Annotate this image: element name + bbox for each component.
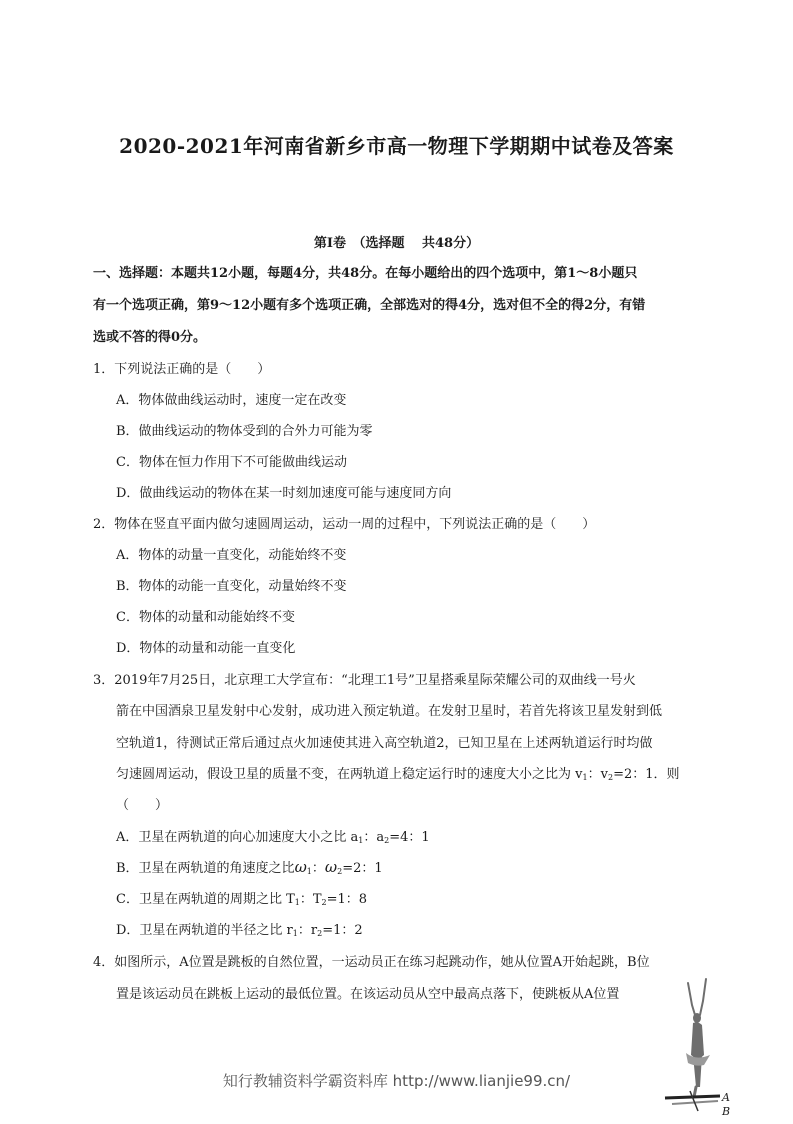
label-position-a: A [722,1091,730,1104]
q3-stem-line-1: 3．2019年7月25日，北京理工大学宣布：“北理工1号”卫星搭乘星际荣耀公司的双曲线一号火 [93,673,636,688]
q1-option-d: D．做曲线运动的物体在某一时刻加速度可能与速度同方向 [116,486,452,501]
q2-option-a: A．物体的动量一直变化，动能始终不变 [116,548,347,563]
q3-stem-line-4-text: 匀速圆周运动，假设卫星的质量不变，在两轨道上稳定运行时的速度大小之比为 [116,767,572,782]
document-title: 2020-2021年河南省新乡市高一物理下学期期中试卷及答案 [119,134,674,158]
q3-stem-line-4 [116,763,680,782]
instructions-line-1: 一、选择题：本题共12小题，每题4分，共48分。在每小题给出的四个选项中，第1～8小题只 [93,266,638,281]
q2-option-b: B．物体的动能一直变化，动量始终不变 [116,579,347,594]
q2-option-c: C．物体的动量和动能始终不变 [116,610,295,625]
footer-watermark: 知行教辅资料学霸资料库 http://www.lianjie99.cn/ [222,1072,571,1090]
q2-option-d: D．物体的动量和动能一直变化 [116,641,296,656]
q3-option-d: D．卫星在两轨道的半径之比 $r_1$：$r_2=1$：2 [116,923,363,938]
q3-option-a: A．卫星在两轨道的向心加速度大小之比 $a_1$：$a_2=4$：1 [116,830,430,845]
q3-answer-blank: （ ） [116,798,169,813]
q1-option-a: A．物体做曲线运动时，速度一定在改变 [116,393,347,408]
velocity-ratio: $v_1$：$v_2=2$：1．则 [575,767,680,782]
section-heading: 第Ⅰ卷 （选择题 共48分） [313,236,480,251]
instructions-line-3: 选或不答的得0分。 [93,330,207,345]
q4-stem-line-2: 置是该运动员在跳板上运动的最低位置。在该运动员从空中最高点落下，使跳板从A位置 [116,987,620,1002]
q3-stem-line-2: 箭在中国酒泉卫星发射中心发射，成功进入预定轨道。在发射卫星时，若首先将该卫星发射到低 [116,704,663,719]
q2-stem: 2．物体在竖直平面内做匀速圆周运动，运动一周的过程中，下列说法正确的是（ ） [93,517,596,532]
q1-stem: 1．下列说法正确的是（ ） [93,362,271,377]
q3-stem-line-3: 空轨道1，待测试正常后通过点火加速使其进入高空轨道2，已知卫星在上述两轨道运行时均做 [116,736,653,751]
diver-springboard-figure [660,975,750,1120]
q1-option-c: C．物体在恒力作用下不可能做曲线运动 [116,455,347,470]
instructions-line-2: 有一个选项正确，第9～12小题有多个选项正确，全部选对的得4分，选对但不全的得2分，有错 [93,298,646,313]
label-position-b: B [722,1105,731,1118]
q1-option-b: B．做曲线运动的物体受到的合外力可能为零 [116,424,373,439]
q3-option-c: C．卫星在两轨道的周期之比 $T_1$：$T_2=1$：8 [116,892,368,907]
q3-option-b: B．卫星在两轨道的角速度之比$\omega_1$：$\omega_2=2$：1 [116,858,383,876]
q4-stem-line-1: 4．如图所示，A位置是跳板的自然位置，一运动员正在练习起跳动作，她从位置A开始起跳，B位 [93,955,650,970]
diver-illustration [660,975,750,1120]
